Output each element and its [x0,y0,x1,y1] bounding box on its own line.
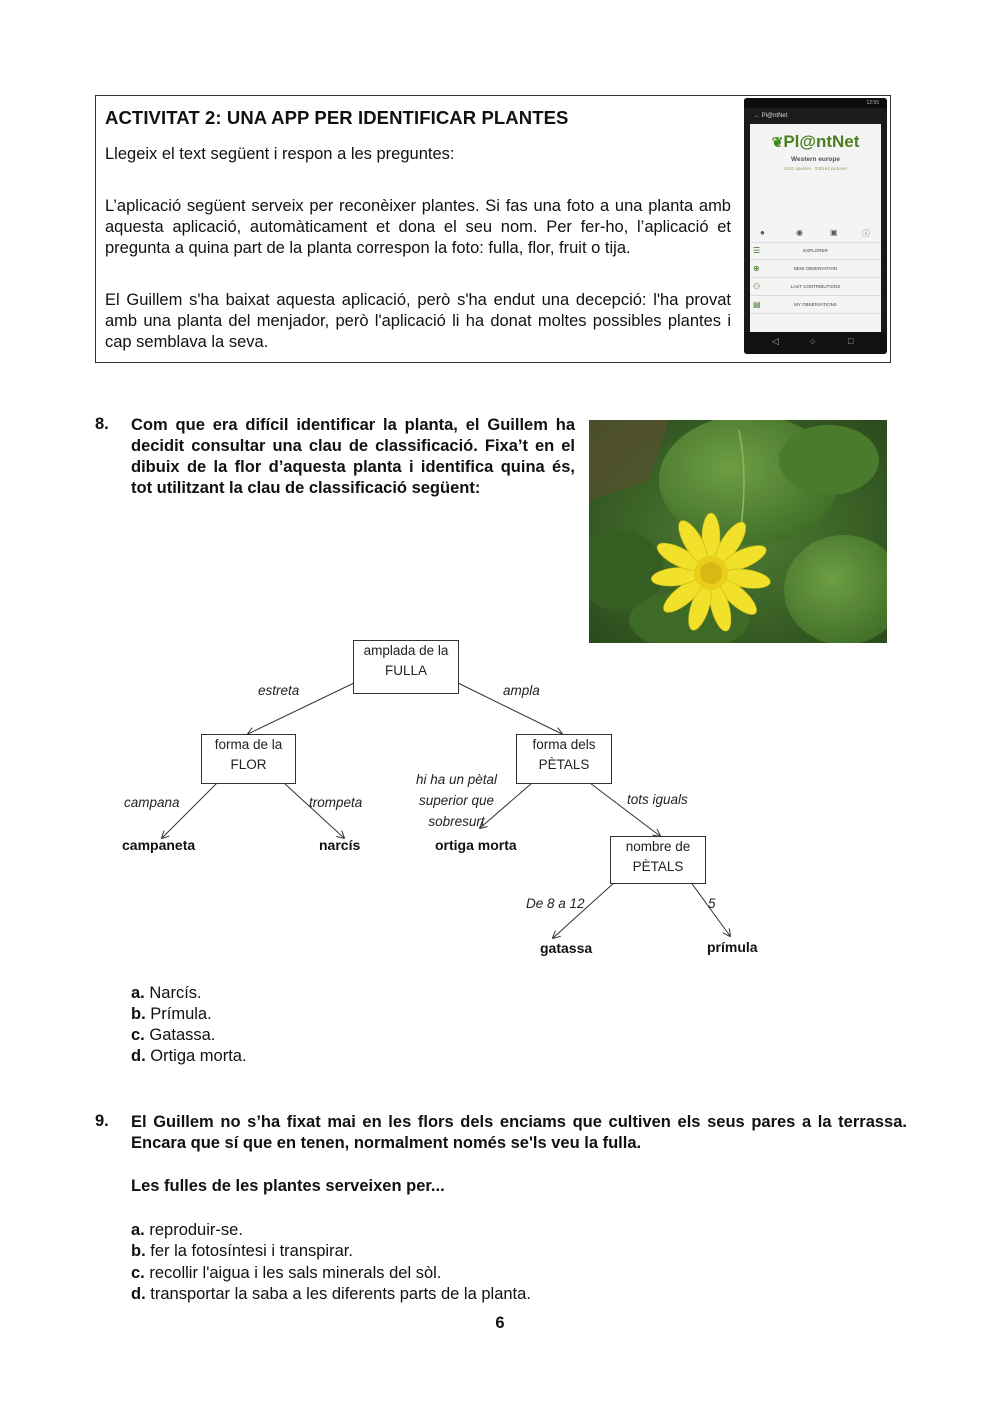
search-icon: ⊕ [753,264,760,273]
leaf-narcis: narcís [319,837,361,853]
q8-option-a[interactable]: a. Narcís. [131,984,202,1002]
info-icon: ⓘ [862,229,870,238]
edge-label-8-to-12: De 8 a 12 [526,896,585,911]
q9-option-d[interactable]: d. transportar la saba a les diferents parts de la planta. [131,1285,531,1303]
edge-label-all-equal: tots iguals [627,792,688,807]
phone-menu-my-observations: ▤ MY OBSERVATIONS [750,296,881,314]
activity-title: ACTIVITAT 2: UNA APP PER IDENTIFICAR PLANTES [105,107,569,128]
q8-option-d[interactable]: d. Ortiga morta. [131,1047,247,1065]
q8-option-b[interactable]: b. Prímula. [131,1005,212,1023]
leaf-ortiga-morta: ortiga morta [435,837,517,853]
group-icon: ⚇ [753,282,761,291]
leaf-gatassa: gatassa [540,940,593,956]
leaf-primula: prímula [707,939,758,955]
image-icon: ▣ [830,228,838,237]
home-icon: ○ [810,336,816,346]
question-9-prompt: Les fulles de les plantes serveixen per... [131,1177,445,1195]
edge-label-wide: ampla [503,683,540,698]
q8-option-c[interactable]: c. Gatassa. [131,1026,216,1044]
key-node-flower-shape: forma de la FLOR [201,734,296,784]
activity-paragraph-1: L’aplicació següent serveix per reconèixer plantes. Si fas una foto a una planta amb aquesta aplicació, automàticament et dona el seu nom. Per fer-ho, l’aplicació et pregunta a quina part de la planta correspon la foto: fulla, flor, fruit o tija. [105,197,731,257]
user-icon: ● [760,228,765,237]
activity-paragraph-2: El Guillem s'ha baixat aquesta aplicació, però s'ha endut una decepció: l'ha provat amb una planta del menjador, però l'aplicació li ha donat moltes possibles plantes i cap semblava la seva. [105,291,731,351]
question-9-number: 9. [95,1112,109,1130]
activity-instruction: Llegeix el text següent i respon a les preguntes: [105,145,455,163]
phone-region: Western europe [790,156,840,163]
key-node-leaf-width: amplada de la FULLA [353,640,459,694]
leaf-campaneta: campaneta [122,837,196,853]
folder-icon: ▤ [753,300,761,309]
list-icon: ☰ [753,246,761,255]
edge-label-trumpet: trompeta [309,795,363,810]
edge-label-5: 5 [708,896,716,911]
q9-option-b[interactable]: b. fer la fotosíntesi i transpirar. [131,1242,353,1260]
q9-option-a[interactable]: a. reproduir-se. [131,1221,243,1239]
key-node-petal-number: nombre de PÈTALS [610,836,706,884]
phone-menu-last-contributions: ⚇ LAST CONTRIBUTIONS [750,278,881,296]
phone-stats: 6141 species · 238164 pictures [784,166,847,171]
recent-icon: □ [848,336,854,346]
key-node-petal-shape: forma dels PÈTALS [516,734,612,784]
back-icon: ◁ [772,336,779,346]
phone-app-title: Pl@ntNet [761,113,788,119]
phone-app-bar: ← Pl@ntNet [744,108,887,124]
question-8-text: Com que era difícil identificar la planta, el Guillem ha decidit consultar una clau de classificació. Fixa’t en el dibuix de la flor d’aquesta planta i identifica quina és, tot utilitzant la clau de classificació següent: [131,416,575,497]
phone-status-bar: 12:55 [744,98,887,108]
phone-menu-new-observation: ⊕ NEW OBSERVATION [750,260,881,278]
plantnet-logo: ❦Pl@ntNet [771,132,860,151]
edge-label-upper-petal: hi ha un pètal superior que sobresurt [415,772,498,829]
phone-menu-explorer: ☰ EXPLORER [750,242,881,260]
question-9-text: El Guillem no s’ha fixat mai en les flors dels enciams que cultiven els seus pares a la terrassa. Encara que sí que en tenen, normalment només se'ls veu la fulla. [131,1113,907,1152]
leaf-icon: ❦ [771,134,784,150]
target-icon: ◉ [796,228,803,237]
edge-label-bell: campana [124,795,180,810]
edge-label-narrow: estreta [258,683,300,698]
page-number: 6 [495,1314,505,1332]
question-8-number: 8. [95,415,109,433]
q9-option-c[interactable]: c. recollir l'aigua i les sals minerals del sòl. [131,1264,442,1282]
